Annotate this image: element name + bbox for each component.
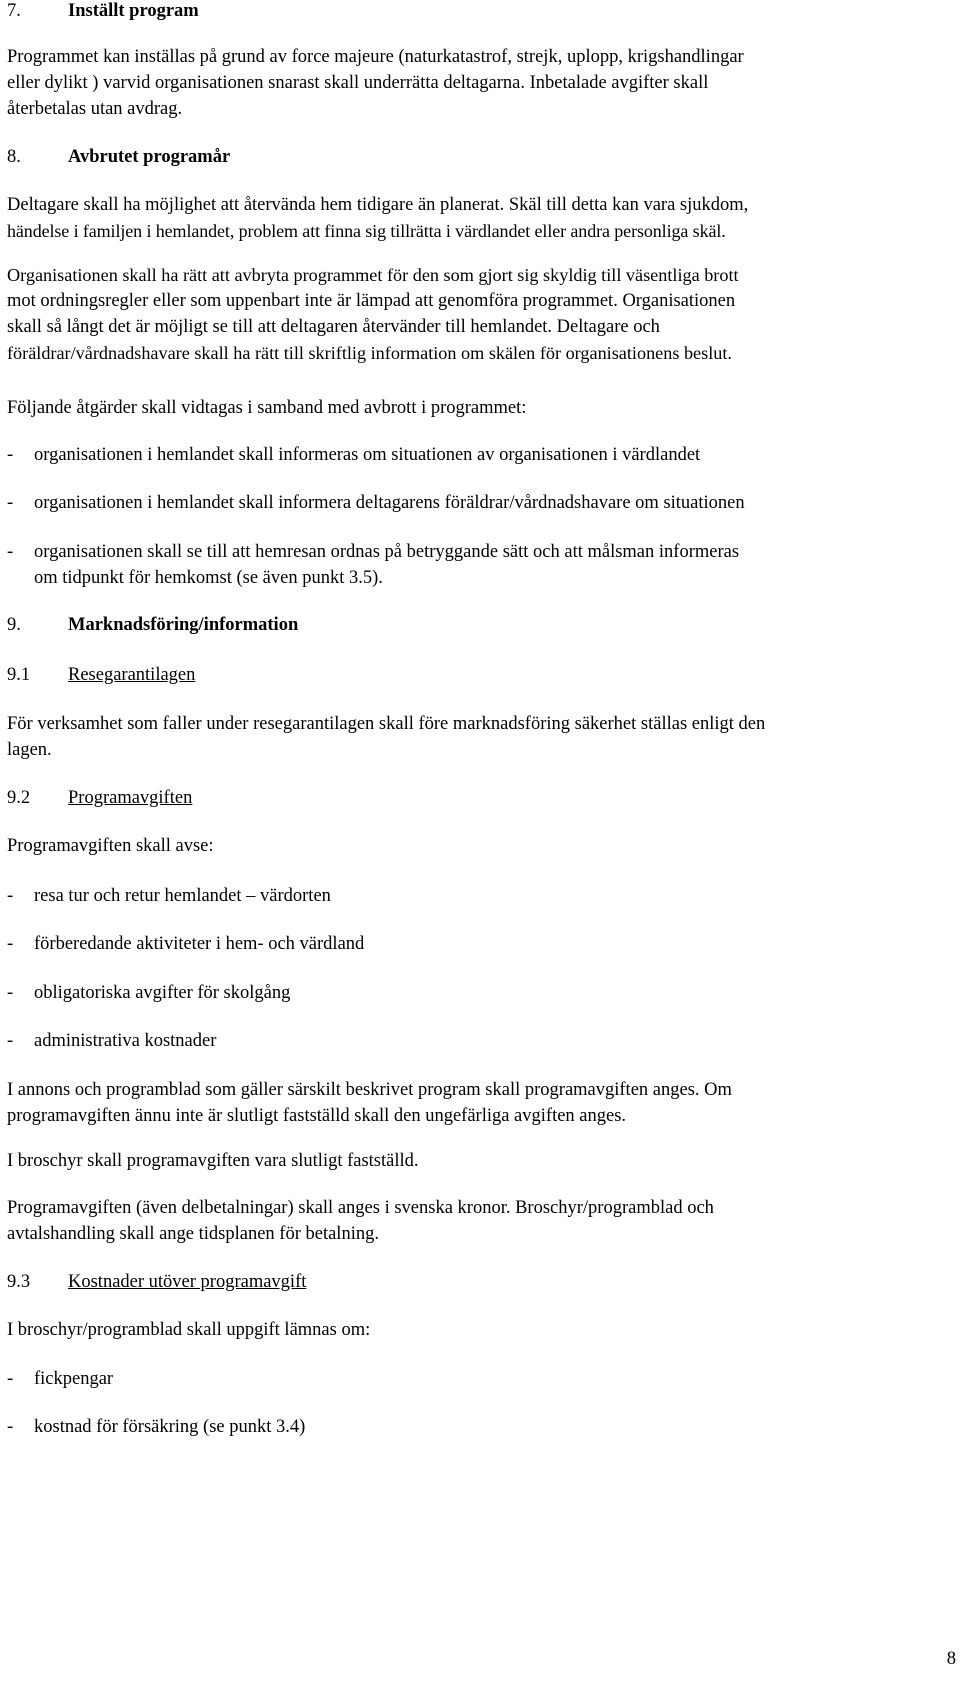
text-line: Programavgiften (även delbetalningar) skall anges i svenska kronor. Broschyr/programblad och <box>7 1198 714 1218</box>
section-title: Inställt program <box>68 1 199 21</box>
list-item-text: resa tur och retur hemlandet – värdorten <box>34 886 331 906</box>
list-item-text: fickpengar <box>34 1369 114 1389</box>
section-title: Avbrutet programår <box>68 147 231 167</box>
list-item-text: obligatoriska avgifter för skolgång <box>34 983 291 1003</box>
subsection-9-2-heading <box>7 785 192 811</box>
text-line: avtalshandling skall ange tidsplanen för betalning. <box>7 1224 379 1244</box>
list-item-text: kostnad för försäkring (se punkt 3.4) <box>34 1417 306 1437</box>
subsection-title: Kostnader utöver programavgift <box>68 1272 307 1292</box>
text-line: mot ordningsregler eller som uppenbart inte är lämpad att genomföra programmet. Organisationen <box>7 291 736 311</box>
text-line: I annons och programblad som gäller särskilt beskrivet program skall programavgiften anges. Om <box>7 1080 732 1100</box>
list-item-text: organisationen i hemlandet skall informera deltagarens föräldrar/vårdnadshavare om situationen <box>34 493 745 513</box>
dash-marker: - <box>7 1369 14 1389</box>
subsection-title: Resegarantilagen <box>68 665 196 685</box>
text-fragment: Skäl till detta kan vara sjukdom, <box>508 195 749 215</box>
text-line: eller dylikt ) varvid organisationen snarast skall underrätta deltagarna. Inbetalade avgifter skall <box>7 73 709 93</box>
dash-marker: - <box>7 445 14 465</box>
list-item <box>7 539 947 591</box>
dash-marker: - <box>7 1417 14 1437</box>
section-title: Marknadsföring/information <box>68 615 299 635</box>
section-8-paragraph-3: Följande åtgärder skall vidtagas i samband med avbrott i programmet: <box>7 398 527 418</box>
section-8-heading <box>7 144 230 170</box>
subsection-9-3-intro: I broschyr/programblad skall uppgift lämnas om: <box>7 1320 371 1340</box>
dash-marker: - <box>7 886 14 906</box>
list-item <box>7 1028 947 1054</box>
text-line: För verksamhet som faller under resegarantilagen skall före marknadsföring säkerhet ställas enligt den <box>7 714 766 734</box>
text-line: programavgiften ännu inte är slutligt fastställd skall den ungefärliga avgiften anges. <box>7 1106 627 1126</box>
list-item-text: administrativa kostnader <box>34 1031 217 1051</box>
list-item <box>7 931 947 957</box>
list-item <box>7 1366 947 1392</box>
subsection-9-3-heading <box>7 1269 306 1295</box>
list-item <box>7 883 947 909</box>
text-line: händelse i familjen i hemlandet, problem att finna sig tillrätta i värdlandet eller andra personliga skäl. <box>7 221 726 241</box>
subsection-9-2-intro: Programavgiften skall avse: <box>7 836 214 856</box>
text-line: lagen. <box>7 740 52 760</box>
text-line <box>7 192 947 218</box>
subsection-9-1-paragraph <box>7 711 947 763</box>
subsection-title: Programavgiften <box>68 788 193 808</box>
list-item <box>7 1414 947 1440</box>
text-line: skall så långt det är möjligt se till att deltagaren återvänder till hemlandet. Deltagare och <box>7 317 660 337</box>
text-fragment: Deltagare skall ha möjlighet att återvända hem tidigare än planerat. <box>7 195 505 215</box>
dash-marker: - <box>7 983 14 1003</box>
text-line: om tidpunkt för hemkomst (se även punkt 3.5). <box>34 568 383 588</box>
subsection-number: 9.1 <box>7 665 31 685</box>
subsection-9-2-paragraph-3: I broschyr skall programavgiften vara slutligt fastställd. <box>7 1151 419 1171</box>
section-7-paragraph <box>7 44 947 122</box>
list-item <box>7 980 947 1006</box>
section-8-paragraph-2 <box>7 262 947 366</box>
dash-marker: - <box>7 542 14 562</box>
text-line: organisationen skall se till att hemresan ordnas på betryggande sätt och att målsman informeras <box>34 542 740 562</box>
section-number: 9. <box>7 615 21 635</box>
section-7-heading <box>7 0 199 24</box>
dash-marker: - <box>7 493 14 513</box>
text-line: återbetalas utan avdrag. <box>7 99 183 119</box>
list-item-text <box>34 539 947 591</box>
section-number: 7. <box>7 1 21 21</box>
subsection-9-2-paragraph-2 <box>7 1077 947 1129</box>
section-number: 8. <box>7 147 21 167</box>
subsection-number: 9.2 <box>7 788 31 808</box>
section-8-paragraph-1 <box>7 192 947 244</box>
section-9-heading <box>7 612 298 638</box>
subsection-9-2-paragraph-4 <box>7 1195 947 1247</box>
subsection-9-1-heading <box>7 662 195 688</box>
list-item <box>7 490 947 516</box>
page-number: 8 <box>946 1649 956 1669</box>
list-item-text: förberedande aktiviteter i hem- och värdland <box>34 934 365 954</box>
dash-marker: - <box>7 1031 14 1051</box>
text-line: Organisationen skall ha rätt att avbryta programmet för den som gjort sig skyldig till väsentliga brott <box>7 265 739 285</box>
list-item-text: organisationen i hemlandet skall informeras om situationen av organisationen i värdlandet <box>34 445 701 465</box>
dash-marker: - <box>7 934 14 954</box>
subsection-number: 9.3 <box>7 1272 31 1292</box>
text-line: föräldrar/vårdnadshavare skall ha rätt till skriftlig information om skälen för organisationens beslut. <box>7 343 732 363</box>
text-line: Programmet kan inställas på grund av force majeure (naturkatastrof, strejk, uplopp, krigshandlingar <box>7 47 744 67</box>
list-item <box>7 442 947 468</box>
